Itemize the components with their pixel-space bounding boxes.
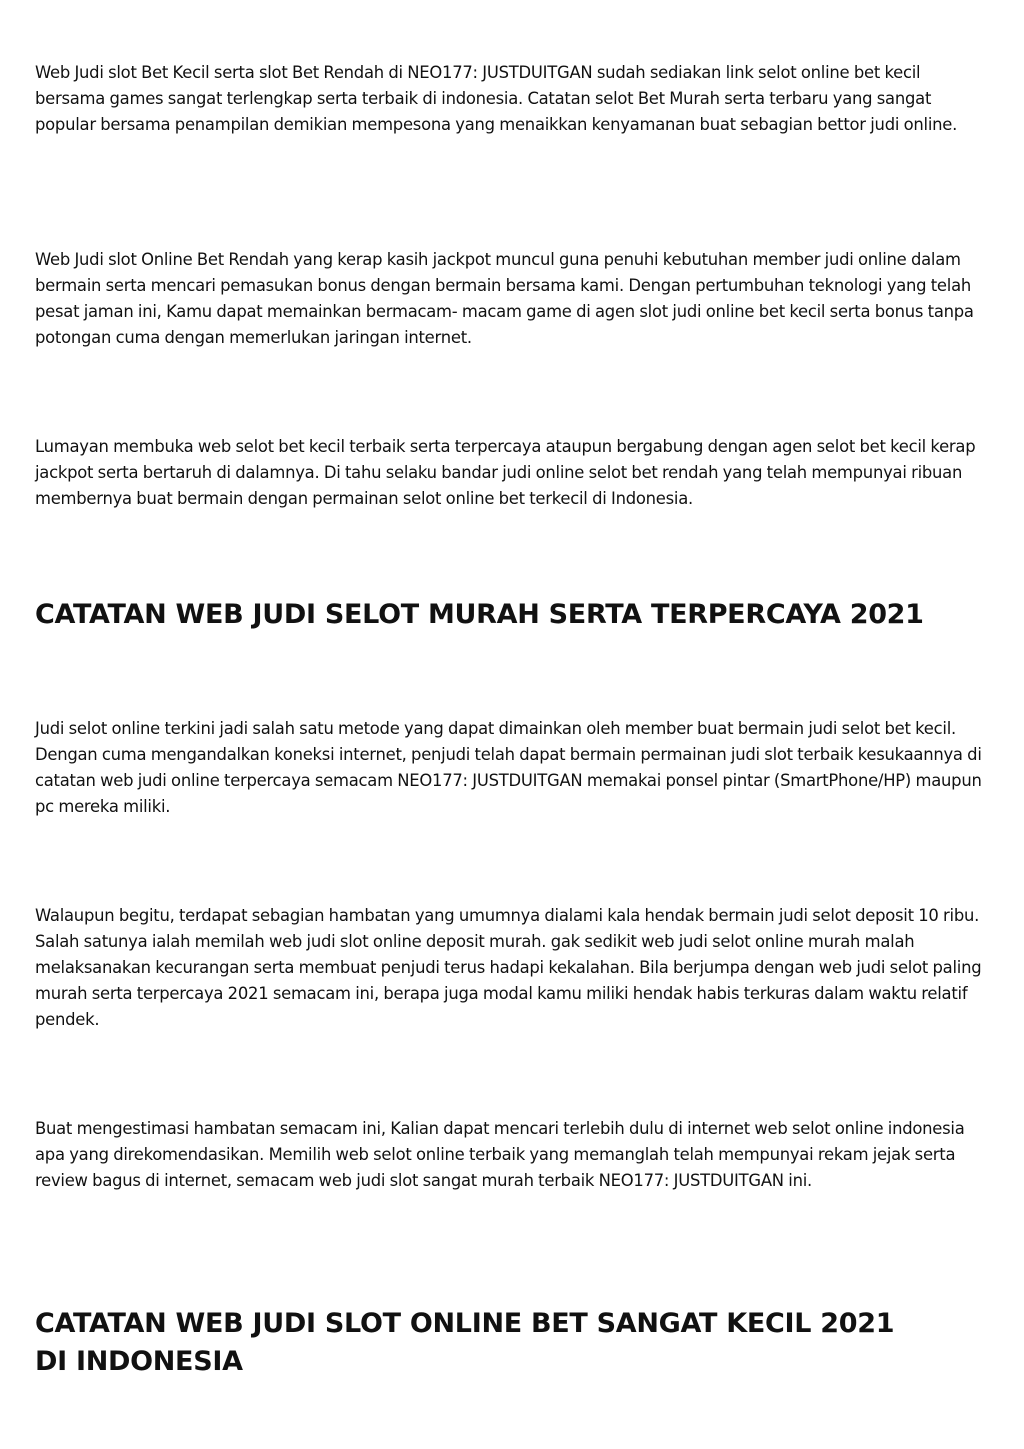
section-heading-selot-murah: CATATAN WEB JUDI SELOT MURAH SERTA TERPERCAYA 2021 [35, 599, 924, 630]
section-heading-bet-sangat-kecil: CATATAN WEB JUDI SLOT ONLINE BET SANGAT KECIL 2021 DI INDONESIA [35, 1308, 895, 1377]
paragraph-web-selot: Lumayan membuka web selot bet kecil terbaik serta terpercaya ataupun bergabung dengan agen selot bet kecil kerap jackpot serta bertaruh di dalamnya. Di tahu selaku bandar judi online selot bet rendah yang telah mempunyai ribuan membernya buat bermain dengan permainan selot online bet terkecil di Indonesia. [35, 437, 976, 508]
paragraph-selot-terkini: Judi selot online terkini jadi salah satu metode yang dapat dimainkan oleh member buat bermain judi selot bet kecil. Dengan cuma mengandalkan koneksi internet, penjudi telah dapat bermain permainan judi slot terbaik kesukaannya di catatan web judi online terpercaya semacam NEO177: JUSTDUITGAN memakai ponsel pintar (SmartPhone/HP) maupun pc mereka miliki. [35, 719, 982, 816]
paragraph-hambatan: Walaupun begitu, terdapat sebagian hambatan yang umumnya dialami kala hendak bermain judi selot deposit 10 ribu. Salah satunya ialah memilah web judi slot online deposit murah. gak sedikit web judi selot online murah malah melaksanakan kecurangan serta membuat penjudi terus hadapi kekalahan. Bila berjumpa dengan web judi selot paling murah serta terpercaya 2021 semacam ini, berapa juga modal kamu miliki hendak habis terkuras dalam waktu relatif pendek. [35, 906, 982, 1029]
paragraph-bet-rendah: Web Judi slot Online Bet Rendah yang kerap kasih jackpot muncul guna penuhi kebutuhan member judi online dalam bermain serta mencari pemasukan bonus dengan bermain bersama kami. Dengan pertumbuhan teknologi yang telah pesat jaman ini, Kamu dapat memainkan bermacam- macam game di agen slot judi online bet kecil serta bonus tanpa potongan cuma dengan memerlukan jaringan internet. [35, 250, 974, 347]
paragraph-mengestimasi: Buat mengestimasi hambatan semacam ini, Kalian dapat mencari terlebih dulu di internet web selot online indonesia apa yang direkomendasikan. Memilih web selot online terbaik yang memanglah telah mempunyai rekam jejak serta review bagus di internet, semacam web judi slot sangat murah terbaik NEO177: JUSTDUITGAN ini. [35, 1119, 965, 1190]
paragraph-intro: Web Judi slot Bet Kecil serta slot Bet Rendah di NEO177: JUSTDUITGAN sudah sediakan link selot online bet kecil bersama games sangat terlengkap serta terbaik di indonesia. Catatan selot Bet Murah serta terbaru yang sangat popular bersama penampilan demikian mempesona yang menaikkan kenyamanan buat sebagian bettor judi online. [35, 63, 958, 134]
